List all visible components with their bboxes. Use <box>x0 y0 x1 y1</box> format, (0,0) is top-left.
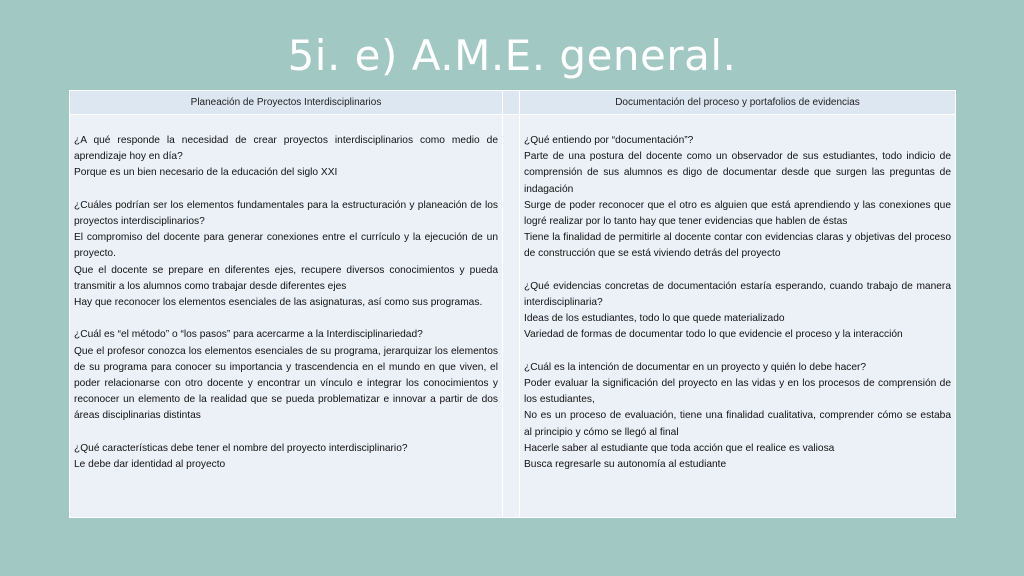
left-column-cell <box>70 115 503 518</box>
right-column-header: Documentación del proceso y portafolios de evidencias <box>520 91 956 115</box>
spacer-column-header <box>503 91 520 115</box>
left-question-2: ¿Cuáles podrían ser los elementos fundamentales para la estructuración y planeación de los proyectos interdisciplinarios? <box>74 199 498 227</box>
left-question-3: ¿Cuál es “el método” o “los pasos” para acercarme a la Interdisciplinariedad? <box>74 329 423 341</box>
left-answer-2-1: El compromiso del docente para generar conexiones entre el currículo y la ejecución de un proyecto. <box>74 232 498 260</box>
left-answer-4: Le debe dar identidad al proyecto <box>74 459 226 471</box>
left-column-header: Planeación de Proyectos Interdisciplinarios <box>70 91 503 115</box>
right-answer-1-2: Surge de poder reconocer que el otro es alguien que está aprendiendo y las conexiones que logré realizar por lo tanto hay que tener evidencias que hablen de éstas <box>524 199 951 228</box>
comparison-table <box>69 90 956 518</box>
right-question-1: ¿Qué entiendo por “documentación”? <box>524 135 694 146</box>
right-answer-1-1: Parte de una postura del docente como un observador de sus estudiantes, todo indicio de comprensión de sus alumnos es digo de documentar desde que surgen las preguntas de indagación <box>524 151 951 195</box>
right-answer-3-4: Busca regresarle su autonomía al estudiante <box>524 459 727 471</box>
right-answer-3-3: Hacerle saber al estudiante que toda acción que el realice es valiosa <box>524 442 835 454</box>
right-answer-2-2: Variedad de formas de documentar todo lo que evidencie el proceso y la interacción <box>524 329 903 341</box>
left-question-1: ¿A qué responde la necesidad de crear proyectos interdisciplinarios como medio de aprendizaje hoy en día? <box>74 135 498 163</box>
right-answer-2-1: Ideas de los estudiantes, todo lo que quede materializado <box>524 313 785 325</box>
slide-title: 5i. e) A.M.E. general. <box>287 31 737 80</box>
right-question-2: ¿Qué evidencias concretas de documentación estaría esperando, cuando trabajo de manera interdisciplinaria? <box>524 280 951 309</box>
table-body-row <box>70 115 956 518</box>
spacer-column-cell <box>503 115 520 518</box>
table-header-row <box>70 91 956 115</box>
right-answer-3-2: No es un proceso de evaluación, tiene una finalidad cualitativa, comprender cómo se estaba al principio y cómo se llegó al final <box>524 410 951 438</box>
left-answer-2-3: Hay que reconocer los elementos esenciales de las asignaturas, así como sus programas. <box>74 297 483 309</box>
left-answer-2-2: Que el docente se prepare en diferentes ejes, recupere diversos conocimientos y pueda transmitir a los alumnos como trabajar desde diferentes ejes <box>74 264 498 292</box>
left-answer-1: Porque es un bien necesario de la educación del siglo XXI <box>74 167 338 179</box>
right-question-3: ¿Cuál es la intención de documentar en un proyecto y quién lo debe hacer? <box>524 361 867 373</box>
right-column-cell <box>520 115 956 518</box>
right-answer-1-3: Tiene la finalidad de permitirle al docente contar con evidencias claras y objetivas del proceso de construcción que se está viviendo detrás del proyecto <box>524 232 951 260</box>
right-answer-3-1: Poder evaluar la significación del proyecto en las vidas y en los procesos de comprensión de los estudiantes, <box>524 378 951 406</box>
left-answer-3: Que el profesor conozca los elementos esenciales de su programa, jerarquizar los elementos de su programa para conocer su importancia y trascendencia en el mundo en que viven, el poder relacionarse con otro docente y encontrar un vínculo e integrar los conocimientos y reconocer un elemento de la realidad que se pueda problematizar e innovar a partir de dos áreas disciplinarias distintas <box>74 345 498 422</box>
left-question-4: ¿Qué características debe tener el nombre del proyecto interdisciplinario? <box>74 442 408 454</box>
